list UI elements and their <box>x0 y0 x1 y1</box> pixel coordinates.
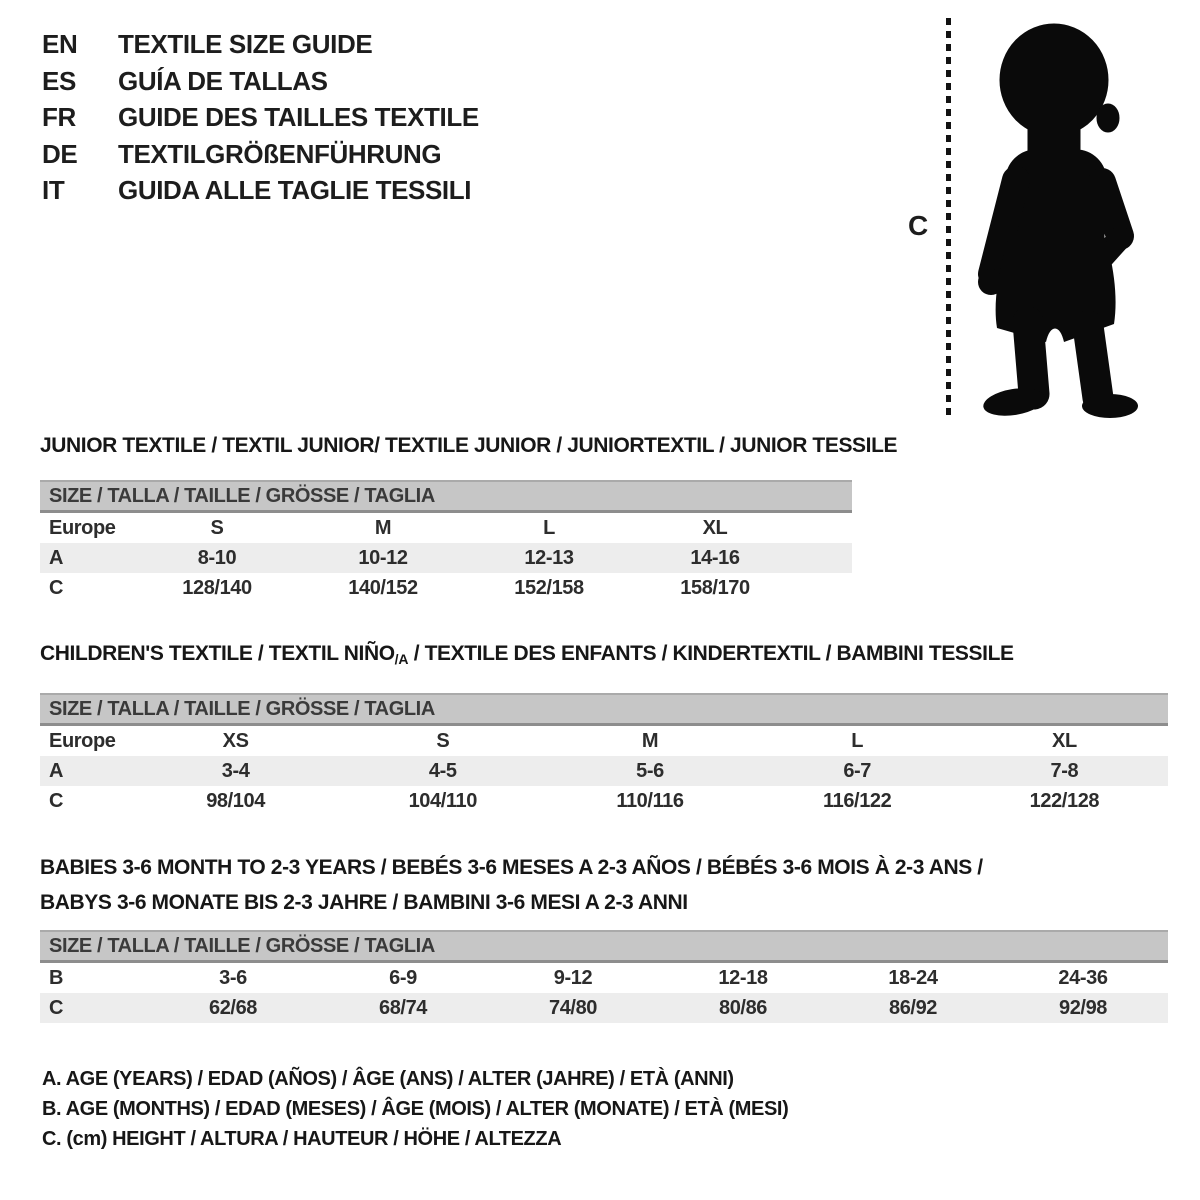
table-row <box>40 993 1168 1023</box>
table-row <box>40 786 1168 816</box>
table-cell: 10-12 <box>358 547 408 569</box>
table-cell: 140/152 <box>348 577 418 599</box>
heading-line-1: BABIES 3-6 MONTH TO 2-3 YEARS / BEBÉS 3-6 MESES A 2-3 AÑOS / BÉBÉS 3-6 MOIS À 2-3 ANS / <box>40 856 983 879</box>
legend-line-c: C. (cm) HEIGHT / ALTURA / HAUTEUR / HÖHE / ALTEZZA <box>42 1128 562 1150</box>
row-label: Europe <box>49 517 116 539</box>
language-code: DE <box>42 138 78 169</box>
table-cell: 8-10 <box>197 547 237 569</box>
language-title: TEXTILGRÖßENFÜHRUNG <box>118 138 442 169</box>
table-cell: 98/104 <box>206 790 265 812</box>
table-cell: 7-8 <box>1050 760 1079 782</box>
language-code: ES <box>42 65 76 96</box>
table-cell: XS <box>222 730 249 752</box>
table-header: SIZE / TALLA / TAILLE / GRÖSSE / TAGLIA <box>40 480 852 513</box>
table-cell: 9-12 <box>553 967 593 989</box>
table-header: SIZE / TALLA / TAILLE / GRÖSSE / TAGLIA <box>40 930 1168 963</box>
table-cell: 12-18 <box>718 967 768 989</box>
language-code: EN <box>42 29 78 59</box>
table-row <box>40 513 852 543</box>
table-cell: 116/122 <box>822 790 892 812</box>
heading-text: / TEXTILE DES ENFANTS / KINDERTEXTIL / BAMBINI TESSILE <box>408 642 1014 665</box>
table-row <box>40 963 1168 993</box>
table-cell: 152/158 <box>514 577 584 599</box>
section-heading: JUNIOR TEXTILE / TEXTIL JUNIOR/ TEXTILE JUNIOR / JUNIORTEXTIL / JUNIOR TESSILE <box>40 434 898 457</box>
table-cell: 86/92 <box>888 997 938 1019</box>
section-heading <box>40 642 1168 671</box>
measurement-legend <box>42 1064 788 1154</box>
section-babies-textile <box>40 850 1168 1023</box>
table-cell: 68/74 <box>378 997 428 1019</box>
table-cell: 5-6 <box>636 760 664 782</box>
children-size-table <box>40 693 1168 816</box>
table-cell: 3-6 <box>219 967 247 989</box>
section-heading <box>40 850 1168 920</box>
table-cell: 24-36 <box>1058 967 1108 989</box>
toddler-silhouette-icon <box>960 18 1144 420</box>
language-row <box>42 172 479 209</box>
table-cell: XL <box>1052 730 1077 752</box>
table-cell: 12-13 <box>524 547 574 569</box>
table-header: SIZE / TALLA / TAILLE / GRÖSSE / TAGLIA <box>40 693 1168 726</box>
table-row <box>40 756 1168 786</box>
row-label: C <box>49 997 64 1019</box>
table-row <box>40 543 852 573</box>
heading-text: CHILDREN'S TEXTILE / TEXTIL NIÑO <box>40 642 395 665</box>
row-label: C <box>49 790 64 812</box>
table-cell: 6-9 <box>389 967 417 989</box>
table-cell: 3-4 <box>221 760 250 782</box>
legend-line-b: B. AGE (MONTHS) / EDAD (MESES) / ÂGE (MOIS) / ALTER (MONATE) / ETÀ (MESI) <box>42 1098 789 1120</box>
junior-size-table <box>40 480 852 603</box>
heading-subscript: /A <box>394 651 409 667</box>
table-cell: 18-24 <box>888 967 938 989</box>
table-cell: 104/110 <box>408 790 477 812</box>
language-title: GUÍA DE TALLAS <box>118 65 328 96</box>
row-label: A <box>49 547 64 569</box>
section-junior-textile <box>40 434 898 603</box>
table-cell: 74/80 <box>548 997 598 1019</box>
language-row <box>42 99 479 136</box>
table-cell: 128/140 <box>182 577 252 599</box>
table-cell: S <box>436 730 450 752</box>
row-label: Europe <box>49 730 116 752</box>
language-row <box>42 136 479 173</box>
table-row <box>40 573 852 603</box>
language-title: GUIDA ALLE TAGLIE TESSILI <box>118 175 472 205</box>
table-cell: 158/170 <box>680 577 750 599</box>
heading-line-2: BABYS 3-6 MONATE BIS 2-3 JAHRE / BAMBINI 3-6 MESI A 2-3 ANNI <box>40 891 688 914</box>
table-cell: 62/68 <box>208 997 258 1019</box>
height-measure-dashed-line <box>946 18 951 418</box>
language-row <box>42 26 479 63</box>
table-cell: 80/86 <box>718 997 768 1019</box>
table-cell: 122/128 <box>1029 790 1100 812</box>
language-title: GUIDE DES TAILLES TEXTILE <box>118 102 479 132</box>
table-cell: S <box>210 517 224 539</box>
language-code: IT <box>42 175 65 205</box>
language-row <box>42 63 479 100</box>
language-list <box>42 26 479 209</box>
row-label: A <box>49 760 64 782</box>
table-cell: L <box>851 730 864 752</box>
row-label: B <box>49 967 64 989</box>
table-cell: 92/98 <box>1058 997 1108 1019</box>
table-cell: M <box>641 730 659 752</box>
height-measure-label: C <box>908 210 928 241</box>
table-cell: 110/116 <box>616 790 684 812</box>
table-cell: 6-7 <box>843 760 872 782</box>
language-code: FR <box>42 102 76 132</box>
table-cell: 4-5 <box>428 760 457 782</box>
table-cell: XL <box>702 517 728 539</box>
language-title: TEXTILE SIZE GUIDE <box>118 29 373 59</box>
babies-size-table <box>40 930 1168 1023</box>
table-row <box>40 726 1168 756</box>
table-cell: L <box>543 517 555 539</box>
row-label: C <box>49 577 64 599</box>
section-childrens-textile <box>40 642 1168 816</box>
table-cell: M <box>374 517 392 539</box>
table-cell: 14-16 <box>690 547 740 569</box>
legend-line-a: A. AGE (YEARS) / EDAD (AÑOS) / ÂGE (ANS) / ALTER (JAHRE) / ETÀ (ANNI) <box>42 1068 734 1090</box>
